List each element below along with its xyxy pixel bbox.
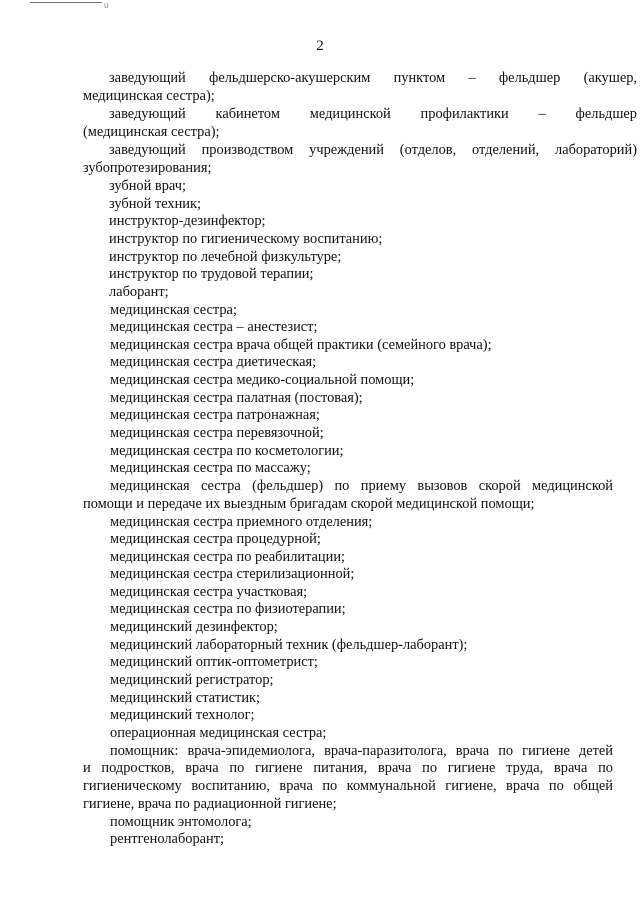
list-item: зубной врач;: [109, 178, 186, 194]
list-item: медицинская сестра врача общей практики (семейного врача);: [110, 337, 492, 353]
paragraph-line: медицинская сестра);: [83, 88, 215, 104]
list-item: медицинская сестра приемного отделения;: [110, 514, 373, 530]
list-item-continuation: гигиеническому воспитанию, врача по коммунальной гигиене, врача по общей: [83, 778, 613, 794]
list-item: медицинская сестра перевязочной;: [110, 425, 324, 441]
list-item: помощник энтомолога;: [110, 814, 252, 830]
list-item: медицинская сестра по физиотерапии;: [110, 601, 346, 617]
list-item-continuation: и подростков, врача по гигиене питания, врача по гигиене труда, врача по: [83, 760, 613, 776]
list-item-continuation: гигиене, врача по радиационной гигиене;: [83, 796, 337, 812]
top-edge-rule: [30, 2, 102, 3]
list-item: медицинская сестра – анестезист;: [110, 319, 318, 335]
list-item: помощник: врача-эпидемиолога, врача-паразитолога, врача по гигиене детей: [110, 743, 613, 759]
list-item: медицинская сестра стерилизационной;: [110, 566, 355, 582]
paragraph-line: (медицинская сестра);: [83, 124, 220, 140]
list-item: медицинский статистик;: [110, 690, 261, 706]
list-item: медицинский оптик-оптометрист;: [110, 654, 318, 670]
list-item: зубной техник;: [109, 196, 201, 212]
list-item: медицинский лабораторный техник (фельдшер-лаборант);: [110, 637, 468, 653]
list-item: медицинский технолог;: [110, 707, 255, 723]
list-item: медицинская сестра по массажу;: [110, 460, 311, 476]
list-item: инструктор-дезинфектор;: [109, 213, 266, 229]
list-item: инструктор по гигиеническому воспитанию;: [109, 231, 383, 247]
list-item: медицинская сестра;: [110, 302, 237, 318]
list-item-continuation: помощи и передаче их выездным бригадам скорой медицинской помощи;: [83, 496, 535, 512]
list-item: операционная медицинская сестра;: [110, 725, 327, 741]
paragraph-line: заведующий производством учреждений (отделов, отделений, лабораторий): [109, 142, 637, 158]
list-item: медицинская сестра участковая;: [110, 584, 308, 600]
top-edge-mark: u: [104, 0, 109, 10]
page-number: 2: [316, 38, 324, 54]
list-item: медицинский дезинфектор;: [110, 619, 278, 635]
list-item: рентгенолаборант;: [110, 831, 225, 847]
list-item: медицинская сестра медико-социальной помощи;: [110, 372, 415, 388]
list-item: лаборант;: [109, 284, 169, 300]
list-item: инструктор по лечебной физкультуре;: [109, 249, 342, 265]
list-item: медицинская сестра (фельдшер) по приему вызовов скорой медицинской: [110, 478, 613, 494]
list-item: медицинская сестра палатная (постовая);: [110, 390, 363, 406]
list-item: медицинская сестра диетическая;: [110, 354, 317, 370]
list-item: медицинская сестра по косметологии;: [110, 443, 344, 459]
list-item: медицинская сестра процедурной;: [110, 531, 321, 547]
paragraph-line: зубопротезирования;: [83, 160, 212, 176]
list-item: инструктор по трудовой терапии;: [109, 266, 314, 282]
list-item: медицинская сестра по реабилитации;: [110, 549, 346, 565]
list-item: медицинская сестра патронажная;: [110, 407, 320, 423]
paragraph-line: заведующий кабинетом медицинской профилактики – фельдшер: [109, 106, 637, 122]
paragraph-line: заведующий фельдшерско-акушерским пунктом – фельдшер (акушер,: [109, 70, 637, 86]
list-item: медицинский регистратор;: [110, 672, 274, 688]
